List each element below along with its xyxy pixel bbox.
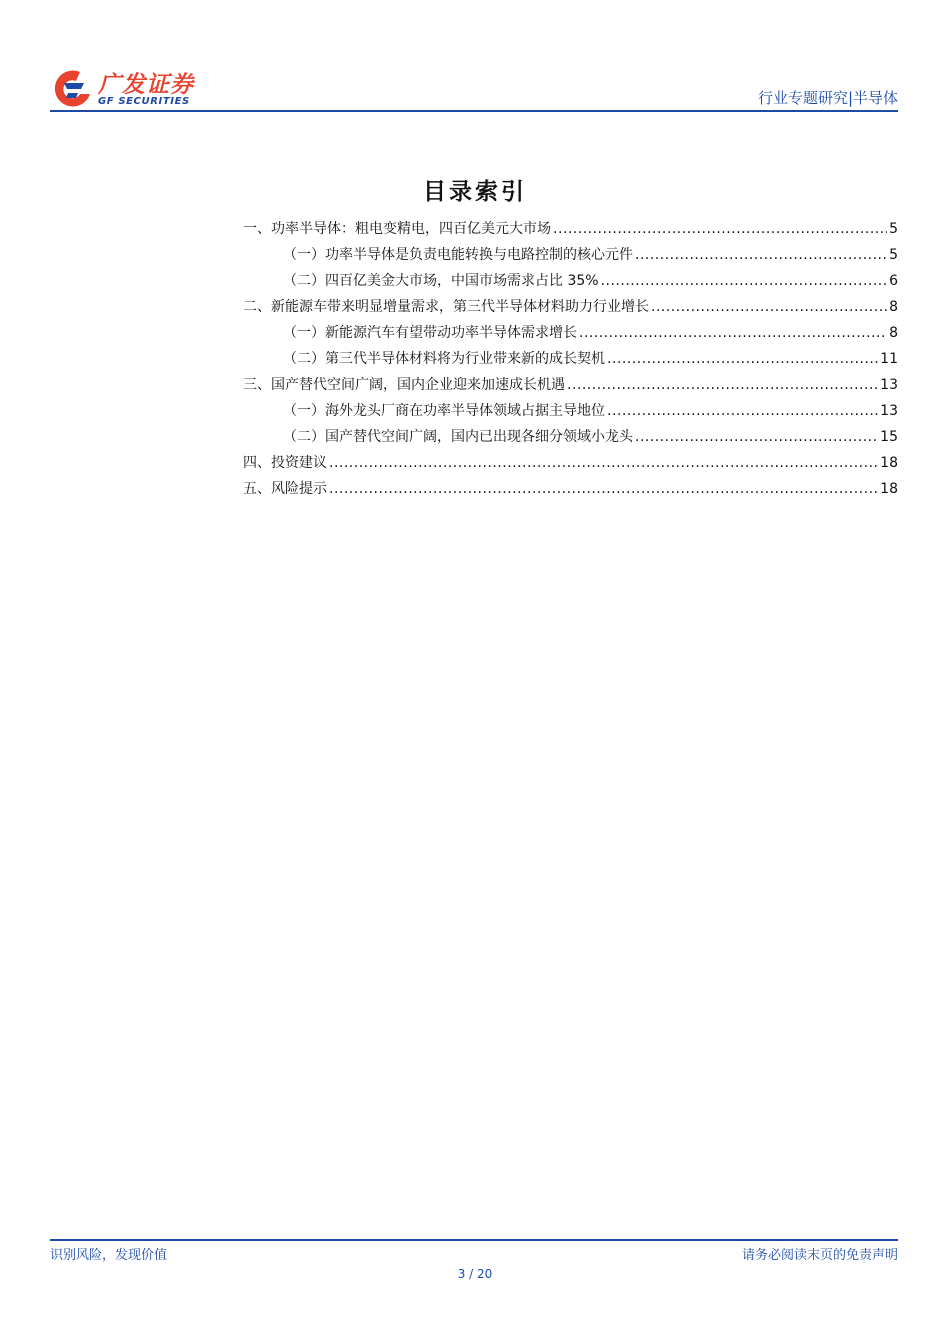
toc-leader-dots	[567, 377, 878, 393]
toc-leader-dots	[607, 351, 878, 367]
toc-entry-page: 13	[880, 403, 898, 419]
toc-entry-page: 15	[880, 429, 898, 445]
logo-english-name: GF SECURITIES	[98, 96, 190, 107]
table-of-contents	[243, 218, 898, 504]
toc-entry[interactable]	[243, 296, 898, 322]
toc-entry-page: 6	[889, 273, 898, 289]
page-number: 3 / 20	[457, 1267, 493, 1281]
toc-entry-page: 5	[889, 221, 898, 237]
toc-leader-dots	[329, 481, 878, 497]
toc-entry[interactable]	[243, 400, 898, 426]
toc-leader-dots	[579, 325, 887, 341]
gf-logo-icon	[50, 66, 94, 110]
toc-leader-dots	[329, 455, 878, 471]
toc-entry[interactable]	[243, 218, 898, 244]
page-header	[50, 60, 898, 112]
toc-entry-page: 18	[880, 455, 898, 471]
toc-leader-dots	[553, 221, 887, 237]
footer-disclaimer: 请务必阅读末页的免责声明	[741, 1248, 898, 1263]
toc-leader-dots	[607, 403, 878, 419]
toc-title: 目录索引	[423, 179, 527, 205]
toc-entry[interactable]	[243, 426, 898, 452]
toc-entry-label: （二）国产替代空间广阔，国内已出现各细分领域小龙头	[283, 429, 633, 445]
toc-entry-page: 5	[889, 247, 898, 263]
toc-leader-dots	[635, 429, 878, 445]
footer-divider	[50, 1239, 898, 1241]
toc-entry[interactable]	[243, 348, 898, 374]
toc-entry-label: 二、新能源车带来明显增量需求，第三代半导体材料助力行业增长	[243, 299, 649, 315]
toc-entry-label: （二）四百亿美金大市场，中国市场需求占比 35%	[283, 273, 599, 289]
toc-entry-page: 8	[889, 299, 898, 315]
toc-entry-label: 一、功率半导体：粗电变精电，四百亿美元大市场	[243, 221, 551, 237]
toc-entry[interactable]	[243, 452, 898, 478]
footer-slogan: 识别风险，发现价值	[50, 1248, 168, 1263]
toc-entry-label: 四、投资建议	[243, 455, 327, 471]
toc-leader-dots	[651, 299, 887, 315]
toc-entry-label: （一）新能源汽车有望带动功率半导体需求增长	[283, 325, 577, 341]
toc-entry-page: 11	[880, 351, 898, 367]
header-divider	[50, 110, 898, 112]
toc-entry-page: 13	[880, 377, 898, 393]
logo-chinese-name: 广发证券	[98, 72, 194, 98]
toc-entry[interactable]	[243, 478, 898, 504]
toc-entry-label: （一）海外龙头厂商在功率半导体领域占据主导地位	[283, 403, 605, 419]
toc-entry[interactable]	[243, 322, 898, 348]
toc-leader-dots	[601, 273, 888, 289]
toc-entry[interactable]	[243, 374, 898, 400]
toc-entry-label: 三、国产替代空间广阔，国内企业迎来加速成长机遇	[243, 377, 565, 393]
toc-entry[interactable]	[243, 244, 898, 270]
toc-entry-label: （一）功率半导体是负责电能转换与电路控制的核心元件	[283, 247, 633, 263]
toc-entry-label: （二）第三代半导体材料将为行业带来新的成长契机	[283, 351, 605, 367]
toc-leader-dots	[635, 247, 887, 263]
toc-entry[interactable]	[243, 270, 898, 296]
toc-entry-page: 8	[889, 325, 898, 341]
toc-entry-page: 18	[880, 481, 898, 497]
toc-entry-label: 五、风险提示	[243, 481, 327, 497]
gf-securities-logo	[50, 66, 250, 110]
report-type-label: 行业专题研究|半导体	[757, 89, 898, 107]
